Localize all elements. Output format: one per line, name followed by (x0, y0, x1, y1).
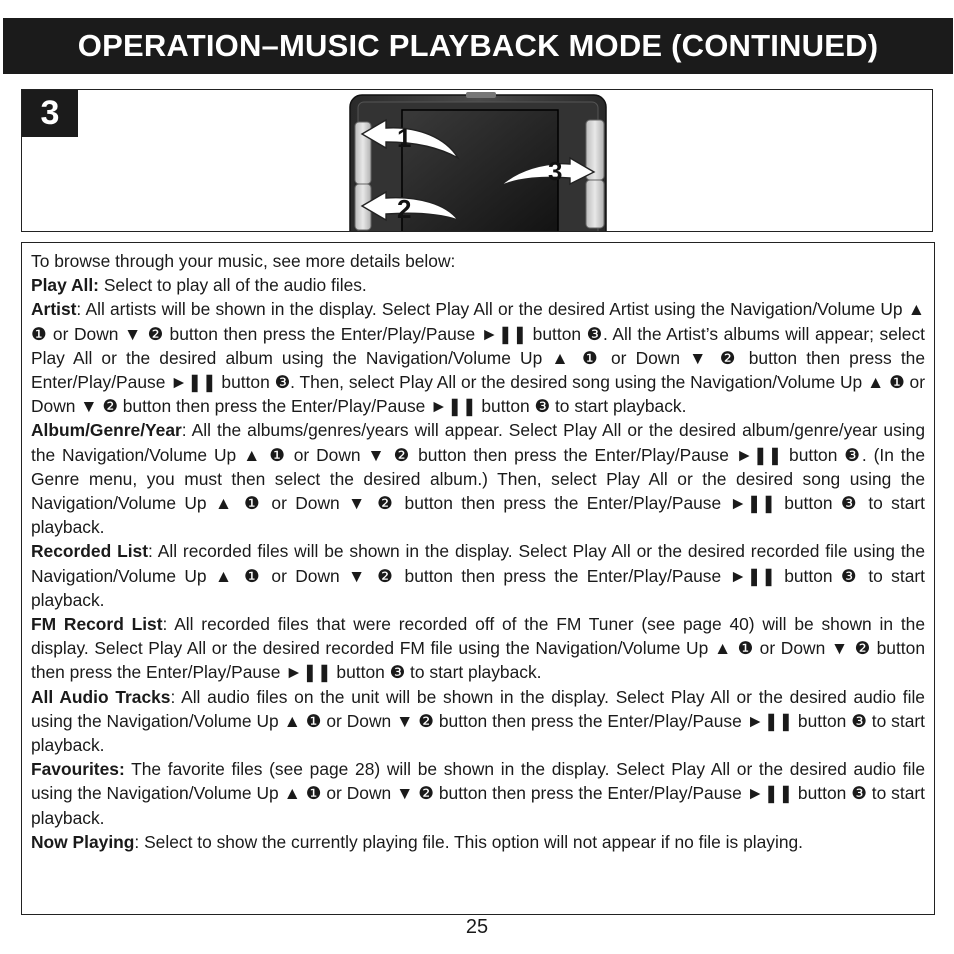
term-favourites: Favourites: (31, 759, 125, 780)
term-album-genre-year: Album/Genre/Year (31, 420, 182, 441)
step-figure-box (21, 89, 933, 232)
callout-2: 2 (397, 194, 412, 224)
term-play-all: Play All: (31, 275, 99, 296)
term-fm-record-list: FM Record List (31, 614, 163, 635)
item-fm-record-list: FM Record List: All recorded files that were recorded off of the FM Tuner (see page 40) will be shown in the display. Select Play All or the desired recorded FM file using the Navigation/Volume Up ▲ ❶ or Down ▼ ❷ button then press the Enter/Play/Pause ►❚❚ button ❸ to start playback. (31, 614, 926, 683)
intro-text: To browse through your music, see more details below: (31, 251, 456, 271)
item-recorded-list: Recorded List: All recorded files will be shown in the display. Select Play All or the desired recorded file using the Navigation/Volume Up ▲ ❶ or Down ▼ ❷ button then press the Enter/Play/Pause ►❚❚ button ❸ to start playback. (31, 541, 925, 610)
page-number: 25 (465, 916, 489, 938)
term-now-playing: Now Playing (31, 831, 135, 852)
device-illustration (348, 90, 610, 232)
term-all-audio-tracks: All Audio Tracks (31, 686, 171, 707)
instructions-text (21, 242, 935, 915)
callout-1: 1 (397, 123, 412, 153)
step-number: 3 (22, 90, 78, 137)
term-artist: Artist (31, 299, 77, 320)
callout-3: 3 (548, 156, 563, 186)
item-album-genre-year: Album/Genre/Year: All the albums/genres/years will appear. Select Play All or the desired album/genre/year using the Navigation/Volume Up ▲ ❶ or Down ▼ ❷ button then press the Enter/Play/Pause ►❚❚ button ❸. (In the Genre menu, you must then select the desired album.) Then, select Play All or the desired song using the Navigation/Volume Up ▲ ❶ or Down ▼ ❷ button then press the Enter/Play/Pause ►❚❚ button ❸ to start playback. (31, 420, 925, 538)
item-play-all: Play All: Select to play all of the audio files. (31, 275, 367, 296)
item-artist: Artist: All artists will be shown in the display. Select Play All or the desired Artist using the Navigation/Volume Up ▲ ❶ or Down ▼ ❷ button then press the Enter/Play/Pause ►❚❚ button ❸. All the Artist’s albums will appear; select Play All or the desired album using the Navigation/Volume Up ▲ ❶ or Down ▼ ❷ button then press the Enter/Play/Pause ►❚❚ button ❸. Then, select Play All or the desired song using the Navigation/Volume Up ▲ ❶ or Down ▼ ❷ button then press the Enter/Play/Pause ►❚❚ button ❸ to start playback. (31, 299, 925, 417)
item-now-playing: Now Playing: Select to show the currently playing file. This option will not appear if no file is playing. (31, 831, 804, 852)
term-recorded-list: Recorded List (31, 541, 148, 562)
page-header (3, 18, 953, 74)
item-favourites: Favourites: The favorite files (see page 28) will be shown in the display. Select Play All or the desired audio file using the Navigation/Volume Up ▲ ❶ or Down ▼ ❷ button then press the Enter/Play/Pause ►❚❚ button ❸ to start playback. (31, 759, 925, 828)
page-title: OPERATION–MUSIC PLAYBACK MODE (CONTINUED) (77, 28, 879, 63)
item-all-audio-tracks: All Audio Tracks: All audio files on the unit will be shown in the display. Select Play All or the desired audio file using the Navigation/Volume Up ▲ ❶ or Down ▼ ❷ button then press the Enter/Play/Pause ►❚❚ button ❸ to start playback. (31, 686, 925, 756)
